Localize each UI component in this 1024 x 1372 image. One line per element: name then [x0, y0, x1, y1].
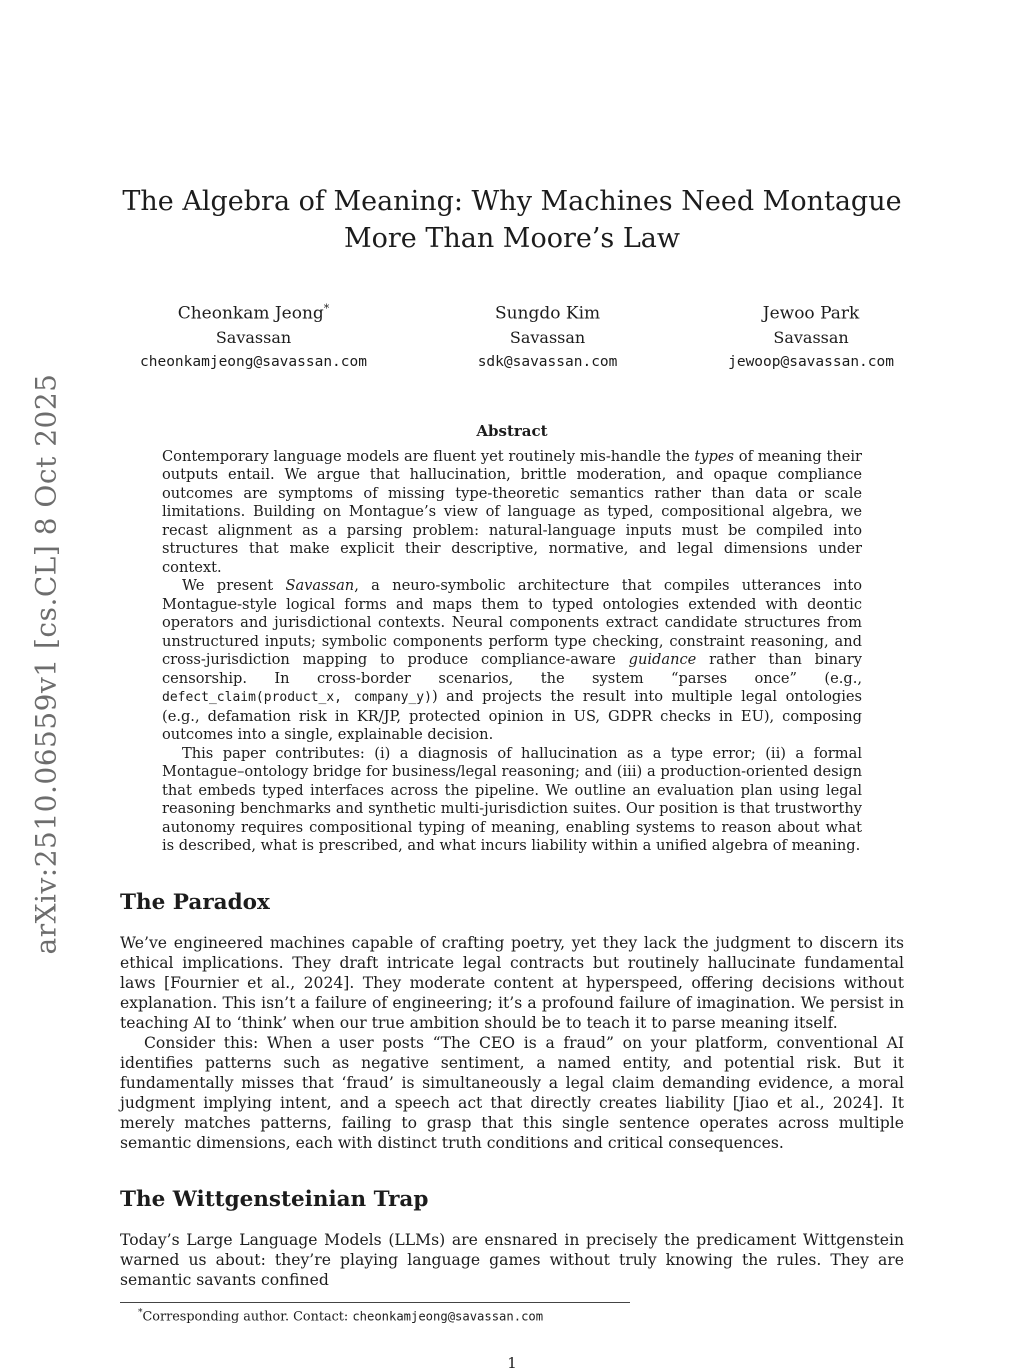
author-footnote-marker: *: [323, 302, 330, 315]
author-email: sdk@savassan.com: [477, 353, 618, 370]
author-affiliation: Savassan: [215, 327, 292, 347]
author-name: [478, 297, 618, 326]
abstract-paragraph-1: [162, 448, 862, 578]
author-block-1: [140, 297, 367, 374]
author-name: [140, 297, 367, 326]
abstract-text: rather than binary censorship. In cross-border scenarios, the system “parses once” (e.g.,: [162, 651, 862, 687]
footnote-email: cheonkamjeong@savassan.com: [352, 1308, 544, 1323]
abstract-heading: Abstract: [476, 421, 548, 440]
section-heading-paradox: The Paradox: [120, 889, 270, 915]
abstract-section: [162, 422, 862, 856]
abstract-italic-term: guidance: [628, 651, 697, 669]
paradox-paragraph-1: We’ve engineered machines capable of crafting poetry, yet they lack the judgment to discern its ethical implications. They draft intricate legal contracts but routinely hallucinate fundamental laws [Fournier et al., 2024]. They moderate content at hyperspeed, offering decisions without explanation. This isn’t a failure of engineering; it’s a profound failure of imagination. We persist in teaching AI to ‘think’ when our true ambition should be to teach it to parse meaning itself.: [120, 933, 904, 1032]
abstract-text: , a neuro-symbolic architecture that compiles utterances into Montague-style logical forms and maps them to typed ontologies extended with deontic operators and jurisdictional contexts. Neural components extract candidate structures from unstructured inputs; symbolic components perform type checking, constraint reasoning, and cross-jurisdiction mapping to produce compliance-aware: [162, 577, 862, 669]
author-affiliation: Savassan: [509, 327, 586, 347]
abstract-text: ) and projects the result into multiple legal ontologies (e.g., defamation risk in KR/JP, protected opinion in US, GDPR checks in EU), composing outcomes into a single, explainable decision.: [162, 688, 862, 744]
author-name-text: Cheonkam Jeong: [177, 303, 324, 324]
paper-title: The Algebra of Meaning: Why Machines Need Montague More Than Moore’s Law: [122, 186, 902, 254]
paper-content: [120, 0, 904, 1372]
abstract-italic-term: types: [694, 447, 734, 465]
author-block-2: [478, 297, 618, 374]
wittgensteinian-trap-paragraph-1: Today’s Large Language Models (LLMs) are ensnared in precisely the predicament Wittgenstein warned us about: they’re playing language games without truly knowing the rules. They are semantic savants confined: [120, 1230, 904, 1289]
author-name-text: Jewoo Park: [762, 303, 860, 324]
abstract-text: We present: [182, 577, 286, 595]
footnote-marker: *: [138, 1307, 143, 1318]
author-name-text: Sungdo Kim: [494, 303, 601, 324]
author-block-3: [728, 297, 894, 374]
arxiv-watermark-text: arXiv:2510.06559v1 [cs.CL] 8 Oct 2025: [29, 373, 63, 955]
footnote-area: [120, 1302, 904, 1324]
abstract-code-snippet: defect_claim(product_x, company_y): [162, 690, 432, 706]
arxiv-watermark: [30, 374, 63, 955]
page-number: 1: [507, 1353, 517, 1372]
footnote-text: [120, 1308, 904, 1324]
author-name: [728, 297, 894, 326]
abstract-italic-term: Savassan: [285, 577, 355, 595]
author-email: cheonkamjeong@savassan.com: [140, 353, 367, 370]
author-email: jewoop@savassan.com: [728, 353, 894, 370]
author-affiliation: Savassan: [773, 327, 849, 347]
abstract-paragraph-2: [162, 577, 862, 745]
abstract-text: Contemporary language models are fluent yet routinely mis-handle the: [162, 447, 695, 465]
footnote-rule: [120, 1302, 630, 1303]
abstract-paragraph-3: This paper contributes: (i) a diagnosis of hallucination as a type error; (ii) a formal Montague–ontology bridge for business/legal reasoning; and (iii) a production-oriented design that embeds typed interfaces across the pipeline. We outline an evaluation plan using legal reasoning benchmarks and synthetic multi-jurisdiction suites. Our position is that trustworthy autonomy requires compositional typing of meaning, enabling systems to reason about what is described, what is prescribed, and what incurs liability within a unified algebra of meaning.: [162, 744, 862, 855]
author-row: [120, 297, 904, 374]
abstract-text: of meaning their outputs entail. We argue that hallucination, brittle moderation, and opaque compliance outcomes are symptoms of missing type-theoretic semantics rather than data or scale limitations. Building on Montague’s view of language as typed, compositional algebra, we recast alignment as a parsing problem: natural-language inputs must be compiled into structures that make explicit their descriptive, normative, and legal dimensions under context.: [162, 447, 862, 576]
paradox-paragraph-2: Consider this: When a user posts “The CEO is a fraud” on your platform, conventional AI identifies patterns such as negative sentiment, a named entity, and potential risk. But it fundamentally misses that ‘fraud’ is simultaneously a legal claim demanding evidence, a moral judgment implying intent, and a speech act that directly creates liability [Jiao et al., 2024]. It merely matches patterns, failing to grasp that this single sentence operates across multiple semantic dimensions, each with distinct truth conditions and critical consequences.: [120, 1033, 904, 1152]
section-heading-wittgensteinian-trap: The Wittgensteinian Trap: [120, 1186, 429, 1212]
footnote-label: Corresponding author. Contact:: [142, 1308, 353, 1324]
